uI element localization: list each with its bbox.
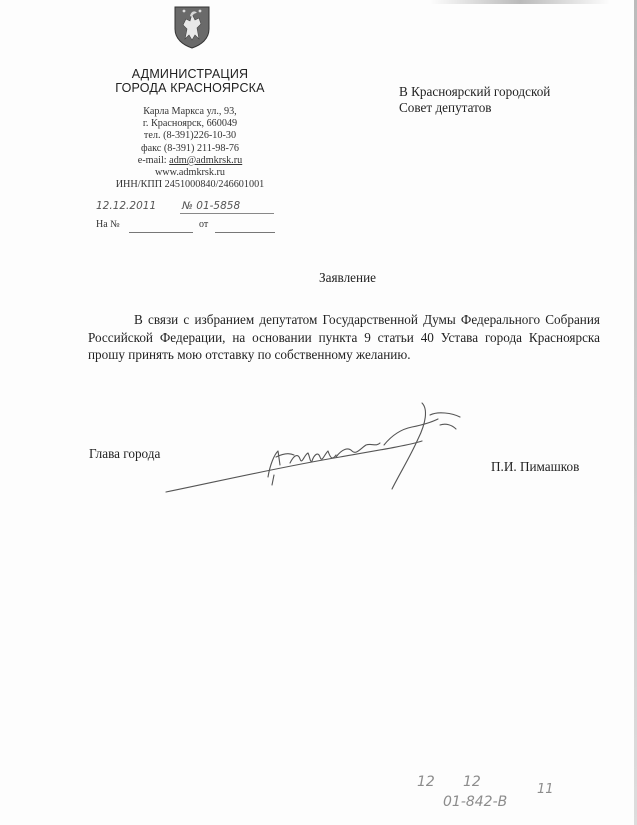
recipient-block (399, 84, 550, 115)
org-name-line2: ГОРОДА КРАСНОЯРСКА (115, 81, 265, 95)
handwritten-signature (160, 395, 480, 505)
outgoing-date: 12.12.2011 (96, 200, 157, 212)
registration-stamp (405, 768, 575, 818)
outgoing-underline (180, 213, 274, 214)
recipient-line1: В Красноярский городской (399, 84, 551, 99)
coat-of-arms-icon (173, 5, 211, 49)
stamp-year: 11 (537, 782, 554, 797)
stamp-day: 12 (417, 774, 435, 790)
recipient-line2: Совет депутатов (399, 99, 492, 115)
address-phone: тел. (8-391)226-10-30 (143, 130, 237, 142)
scan-smudge (430, 0, 610, 4)
email-label: e-mail: (137, 154, 167, 166)
organization-name (95, 67, 285, 95)
stamp-month: 12 (463, 774, 481, 790)
address-fax: факс (8-391) 211-98-76 (140, 142, 240, 154)
ot-blank (215, 232, 275, 233)
document-body: В связи с избранием депутатом Государственной Думы Федерального Собрания Российской Федерации, на основании пункта 9 статьи 40 Устава города Красноярска прошу принять мою отставку по собственному желанию. (88, 312, 600, 362)
email-link[interactable]: adm@admkrsk.ru (169, 154, 243, 166)
outgoing-reference (96, 200, 276, 214)
signer-name: П.И. Пимашков (491, 459, 580, 474)
document-title: Заявление (319, 270, 376, 285)
na-label: На № (96, 219, 120, 230)
website-link[interactable]: www.admkrsk.ru (154, 167, 226, 179)
email-row (95, 155, 285, 167)
signer-position: Глава города (89, 446, 161, 461)
stamp-registration-number: 01-842-В (443, 794, 508, 810)
address-street: Карла Маркса ул., 93, (143, 106, 237, 117)
outgoing-number: № 01-5858 (182, 200, 241, 212)
address-city: г. Красноярск, 660049 (142, 118, 238, 130)
org-name-line1: АДМИНИСТРАЦИЯ (131, 67, 249, 81)
inn-kpp: ИНН/КПП 2451000840/246601001 (115, 179, 265, 191)
na-blank (129, 232, 193, 233)
incoming-reference (96, 219, 286, 235)
ot-label: от (199, 219, 209, 230)
letterhead-address (95, 106, 285, 191)
